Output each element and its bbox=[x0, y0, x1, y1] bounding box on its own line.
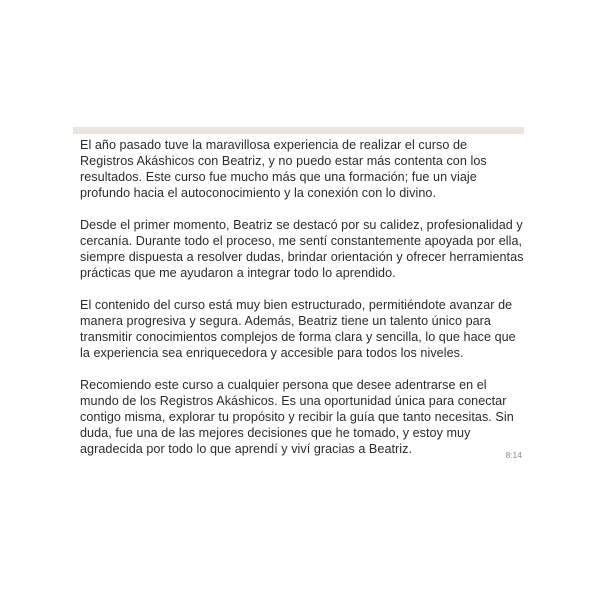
message-paragraph-1: El año pasado tuve la maravillosa experiencia de realizar el curso de Registros Akáshicos con Beatriz, y no puedo estar más contenta con los resultados. Este curso fue mucho más que una formación; fue un viaje profundo hacia el autoconocimiento y la conexión con lo divino. bbox=[80, 138, 487, 200]
message-paragraph-4: Recomiendo este curso a cualquier persona que desee adentrarse en el mundo de los Registros Akáshicos. Es una oportunidad única para conectar contigo misma, explorar tu propósito y recibir la guía que tanto necesitas. Sin duda, fue una de las mejores decisiones que he tomado, y estoy muy agradecida por todo lo que aprendí y viví gracias a Beatriz. bbox=[80, 378, 514, 456]
message-paragraph-2: Desde el primer momento, Beatriz se destacó por su calidez, profesionalidad y cercanía. Durante todo el proceso, me sentí constantemente apoyada por ella, siempre dispuesta a resolver dudas, brindar orientación y ofrecer herramientas prácticas que me ayudaron a integrar todo lo aprendido. bbox=[80, 218, 524, 280]
message-paragraph-3: El contenido del curso está muy bien estructurado, permitiéndote avanzar de manera progresiva y segura. Además, Beatriz tiene un talento único para transmitir conocimientos complejos de forma clara y sencilla, lo que hace que la experiencia sea enriquecedora y accesible para todos los niveles. bbox=[80, 298, 516, 360]
message-text bbox=[80, 137, 524, 457]
chat-message-bubble bbox=[73, 127, 524, 462]
message-timestamp: 8:14 bbox=[505, 450, 522, 460]
message-top-strip bbox=[73, 127, 524, 134]
